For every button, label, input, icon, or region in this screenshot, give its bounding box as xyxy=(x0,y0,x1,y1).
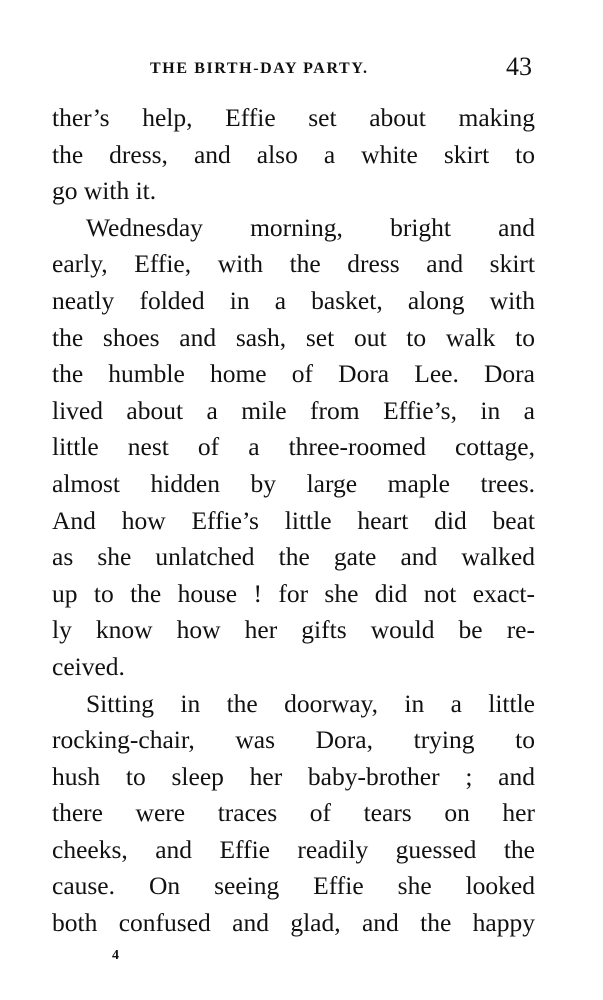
text-line: both confused and glad, and the happy xyxy=(52,908,535,938)
text-line: hush to sleep her baby-brother ; and xyxy=(52,761,535,791)
text-line: go with it. xyxy=(52,176,157,206)
running-title: THE BIRTH-DAY PARTY. xyxy=(150,60,369,77)
text-line: cheeks, and Effie readily guessed the xyxy=(52,834,535,864)
text-line: ly know how her gifts would be re- xyxy=(52,615,535,645)
text-line: the humble home of Dora Lee. Dora xyxy=(52,359,535,389)
text-line: And how Effie’s little heart did beat xyxy=(52,505,535,535)
text-line: early, Effie, with the dress and skirt xyxy=(52,249,535,279)
text-line: lived about a mile from Effie’s, in a xyxy=(52,395,535,425)
text-line: neatly folded in a basket, along with xyxy=(52,285,535,315)
text-line: Wednesday morning, bright and xyxy=(86,212,535,242)
text-line: little nest of a three-roomed cottage, xyxy=(52,432,535,462)
signature-mark: 4 xyxy=(112,948,119,963)
text-line: the shoes and sash, set out to walk to xyxy=(52,322,535,352)
text-line: ceived. xyxy=(52,651,125,681)
text-line: ther’s help, Effie set about making xyxy=(52,103,535,132)
text-line: cause. On seeing Effie she looked xyxy=(52,871,535,901)
text-line: there were traces of tears on her xyxy=(52,798,535,828)
text-line: as she unlatched the gate and walked xyxy=(52,542,535,572)
page-number: 43 xyxy=(506,52,532,81)
body-text xyxy=(52,100,535,942)
text-line: up to the house ! for she did not exact- xyxy=(52,578,535,608)
text-line: Sitting in the doorway, in a little xyxy=(86,688,535,718)
running-head xyxy=(52,52,532,86)
text-line: rocking-chair, was Dora, trying to xyxy=(52,725,535,755)
text-line: the dress, and also a white skirt to xyxy=(52,139,535,169)
text-line: almost hidden by large maple trees. xyxy=(52,468,535,498)
